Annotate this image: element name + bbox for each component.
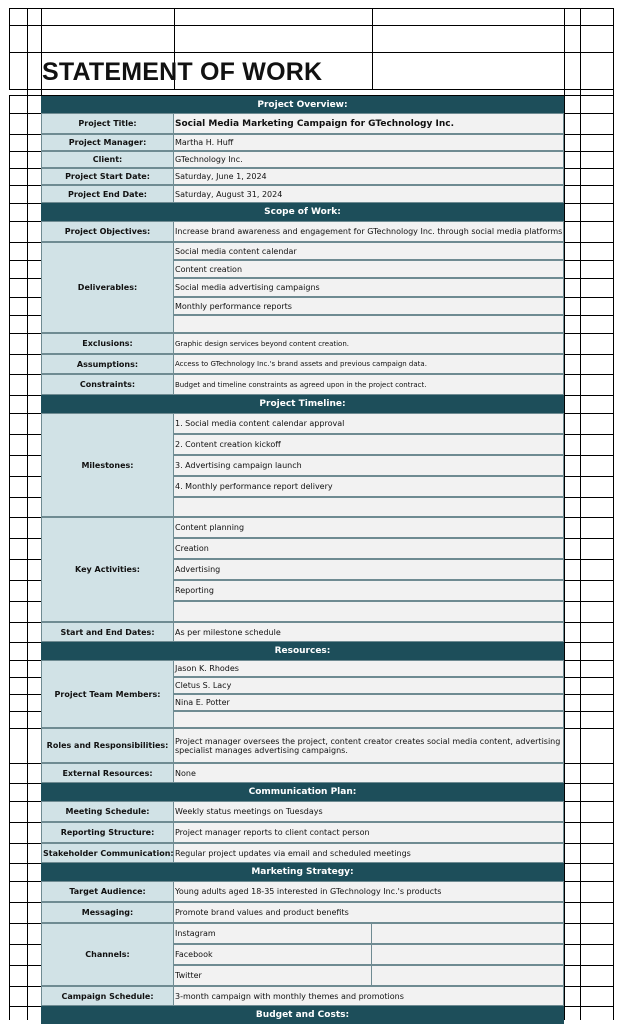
channel-item[interactable]: Facebook (174, 944, 372, 965)
grid-line (9, 660, 41, 661)
value-stakeholder-communication[interactable]: Regular project updates via email and scheduled meetings (174, 843, 564, 863)
grid-line (564, 134, 613, 135)
value-target-audience[interactable]: Young adults aged 18-35 interested in GTechnology Inc.'s products (174, 881, 564, 902)
grid-line (564, 1006, 613, 1007)
grid-line (9, 783, 41, 784)
label-project-manager: Project Manager: (41, 134, 174, 151)
section-header-project-timeline: Project Timeline: (41, 395, 564, 413)
label-channels: Channels: (41, 923, 174, 986)
grid-line (9, 8, 10, 90)
grid-line (564, 517, 613, 518)
grid-line (564, 434, 613, 435)
grid-line (9, 538, 41, 539)
grid-line (564, 374, 613, 375)
grid-line (9, 221, 41, 222)
grid-line (9, 642, 41, 643)
grid-line (9, 455, 41, 456)
value-messaging[interactable]: Promote brand values and product benefits (174, 902, 564, 923)
grid-line (9, 559, 41, 560)
grid-line (9, 8, 613, 9)
grid-line (9, 25, 613, 26)
grid-line (9, 315, 41, 316)
grid-line (9, 763, 41, 764)
value-external-resources[interactable]: None (174, 763, 564, 783)
deliverable-item[interactable]: Social media content calendar (174, 242, 564, 260)
milestone-item[interactable]: 3. Advertising campaign launch (174, 455, 564, 476)
label-external-resources: External Resources: (41, 763, 174, 783)
channel-blank-cell[interactable] (372, 944, 564, 965)
grid-line (9, 185, 41, 186)
team-member-item[interactable] (174, 711, 564, 728)
label-start-date: Project Start Date: (41, 168, 174, 185)
section-header-scope-of-work: Scope of Work: (41, 203, 564, 221)
grid-line (564, 354, 613, 355)
label-roles: Roles and Responsibilities: (41, 728, 174, 763)
grid-line (9, 242, 41, 243)
grid-line (9, 517, 41, 518)
label-messaging: Messaging: (41, 902, 174, 923)
label-meeting-schedule: Meeting Schedule: (41, 801, 174, 822)
grid-line (9, 278, 41, 279)
section-header-marketing-strategy: Marketing Strategy: (41, 863, 564, 881)
channel-blank-cell[interactable] (372, 923, 564, 944)
grid-line (564, 538, 613, 539)
label-objectives: Project Objectives: (41, 221, 174, 242)
grid-line (564, 221, 613, 222)
grid-line (9, 863, 41, 864)
value-end-date[interactable]: Saturday, August 31, 2024 (174, 185, 564, 203)
grid-line (564, 260, 613, 261)
label-target-audience: Target Audience: (41, 881, 174, 902)
grid-line (564, 601, 613, 602)
grid-line (9, 413, 41, 414)
grid-line (9, 801, 41, 802)
grid-line (564, 986, 613, 987)
milestone-item[interactable]: 2. Content creation kickoff (174, 434, 564, 455)
grid-line (9, 89, 613, 90)
page-title: STATEMENT OF WORK (42, 58, 323, 86)
activity-item[interactable]: Advertising (174, 559, 564, 580)
section-header-communication-plan: Communication Plan: (41, 783, 564, 801)
grid-line (9, 203, 41, 204)
grid-line (9, 168, 41, 169)
label-exclusions: Exclusions: (41, 333, 174, 354)
grid-line (564, 923, 613, 924)
grid-line (564, 642, 613, 643)
grid-line (564, 8, 565, 1020)
deliverable-item[interactable] (174, 315, 564, 333)
grid-line (564, 333, 613, 334)
activity-item[interactable]: Content planning (174, 517, 564, 538)
value-exclusions[interactable]: Graphic design services beyond content creation. (174, 333, 564, 354)
grid-line (9, 677, 41, 678)
grid-line (9, 580, 41, 581)
grid-line (564, 694, 613, 695)
grid-line (564, 783, 613, 784)
label-milestones: Milestones: (41, 413, 174, 517)
grid-line (9, 881, 41, 882)
grid-line (564, 168, 613, 169)
channel-blank-cell[interactable] (372, 965, 564, 986)
team-member-item[interactable]: Cletus S. Lacy (174, 677, 564, 694)
activity-item[interactable]: Creation (174, 538, 564, 559)
label-reporting-structure: Reporting Structure: (41, 822, 174, 843)
grid-line (564, 278, 613, 279)
grid-line (564, 151, 613, 152)
grid-line (564, 801, 613, 802)
grid-line (9, 476, 41, 477)
value-campaign-schedule[interactable]: 3-month campaign with monthly themes and promotions (174, 986, 564, 1006)
grid-line (564, 185, 613, 186)
label-deliverables: Deliverables: (41, 242, 174, 333)
label-campaign-schedule: Campaign Schedule: (41, 986, 174, 1006)
value-objectives[interactable]: Increase brand awareness and engagement for GTechnology Inc. through social media platforms (174, 221, 564, 242)
grid-line (564, 622, 613, 623)
value-start-end-dates[interactable]: As per milestone schedule (174, 622, 564, 642)
deliverable-item[interactable]: Social media advertising campaigns (174, 278, 564, 297)
label-project-title: Project Title: (41, 113, 174, 134)
grid-line (9, 694, 41, 695)
grid-line (564, 822, 613, 823)
label-start-end-dates: Start and End Dates: (41, 622, 174, 642)
label-stakeholder-communication: Stakeholder Communication: (41, 843, 174, 863)
milestone-item[interactable]: 4. Monthly performance report delivery (174, 476, 564, 497)
channel-item[interactable]: Instagram (174, 923, 372, 944)
value-client[interactable]: GTechnology Inc. (174, 151, 564, 168)
grid-line (9, 728, 41, 729)
grid-line (564, 413, 613, 414)
activity-item[interactable]: Reporting (174, 580, 564, 601)
grid-line (9, 134, 41, 135)
grid-line (9, 52, 613, 53)
grid-line (372, 8, 373, 90)
grid-line (9, 601, 41, 602)
section-header-budget-and-costs: Budget and Costs: (41, 1006, 564, 1024)
grid-line (564, 315, 613, 316)
grid-line (9, 260, 41, 261)
grid-line (564, 497, 613, 498)
grid-line (564, 677, 613, 678)
milestone-item[interactable]: 1. Social media content calendar approval (174, 413, 564, 434)
value-reporting-structure[interactable]: Project manager reports to client contact person (174, 822, 564, 843)
grid-line (9, 434, 41, 435)
team-member-item[interactable]: Jason K. Rhodes (174, 660, 564, 677)
value-project-manager[interactable]: Martha H. Huff (174, 134, 564, 151)
grid-line (564, 843, 613, 844)
value-start-date[interactable]: Saturday, June 1, 2024 (174, 168, 564, 185)
team-member-item[interactable]: Nina E. Potter (174, 694, 564, 711)
grid-line (9, 333, 41, 334)
grid-line (564, 395, 613, 396)
section-header-project-overview: Project Overview: (41, 96, 564, 113)
grid-line (9, 354, 41, 355)
grid-line (564, 476, 613, 477)
grid-line (564, 242, 613, 243)
grid-line (564, 944, 613, 945)
value-meeting-schedule[interactable]: Weekly status meetings on Tuesdays (174, 801, 564, 822)
grid-line (564, 863, 613, 864)
grid-line (580, 8, 581, 1020)
grid-line (564, 113, 613, 114)
value-roles[interactable]: Project manager oversees the project, content creator creates social media content, advertising specialist manages advertising campaigns. (174, 728, 564, 763)
grid-line (27, 8, 28, 1020)
grid-line (9, 151, 41, 152)
grid-line (9, 902, 41, 903)
grid-line (9, 297, 41, 298)
grid-line (9, 822, 41, 823)
label-assumptions: Assumptions: (41, 354, 174, 374)
value-assumptions[interactable]: Access to GTechnology Inc.'s brand assets and previous campaign data. (174, 354, 564, 374)
label-key-activities: Key Activities: (41, 517, 174, 622)
grid-line (9, 944, 41, 945)
grid-line (9, 986, 41, 987)
grid-line (564, 881, 613, 882)
grid-line (9, 497, 41, 498)
grid-line (9, 843, 41, 844)
label-team-members: Project Team Members: (41, 660, 174, 728)
grid-line (9, 374, 41, 375)
grid-line (564, 660, 613, 661)
grid-line (564, 902, 613, 903)
grid-line (9, 622, 41, 623)
grid-line (9, 113, 41, 114)
grid-line (9, 965, 41, 966)
grid-line (564, 965, 613, 966)
deliverable-item[interactable]: Monthly performance reports (174, 297, 564, 315)
deliverable-item[interactable]: Content creation (174, 260, 564, 278)
grid-line (564, 763, 613, 764)
grid-line (564, 455, 613, 456)
grid-line (564, 728, 613, 729)
channel-item[interactable]: Twitter (174, 965, 372, 986)
grid-line (9, 1006, 41, 1007)
grid-line (564, 711, 613, 712)
label-client: Client: (41, 151, 174, 168)
grid-line (564, 203, 613, 204)
activity-item[interactable] (174, 601, 564, 622)
milestone-item[interactable] (174, 497, 564, 517)
grid-line (564, 559, 613, 560)
grid-line (9, 95, 10, 1020)
grid-line (564, 297, 613, 298)
section-header-resources: Resources: (41, 642, 564, 660)
label-end-date: Project End Date: (41, 185, 174, 203)
value-constraints[interactable]: Budget and timeline constraints as agreed upon in the project contract. (174, 374, 564, 395)
grid-line (9, 923, 41, 924)
grid-line (9, 711, 41, 712)
grid-line (613, 8, 614, 1020)
value-project-title[interactable]: Social Media Marketing Campaign for GTechnology Inc. (174, 113, 564, 134)
grid-line (564, 580, 613, 581)
label-constraints: Constraints: (41, 374, 174, 395)
grid-line (9, 395, 41, 396)
